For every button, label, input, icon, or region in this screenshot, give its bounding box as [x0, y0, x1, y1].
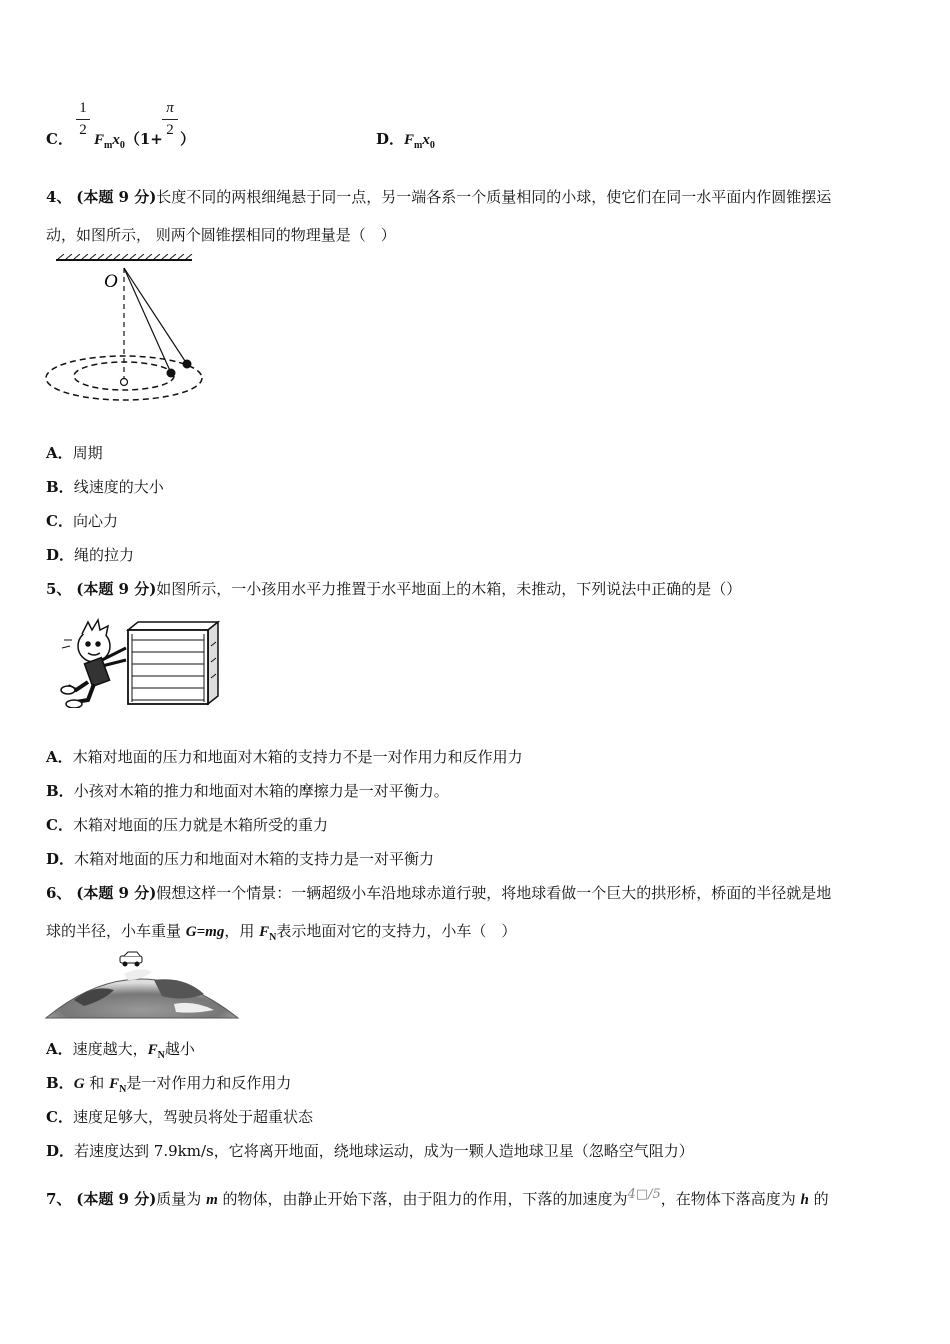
q4-option-d: [46, 544, 134, 565]
var-x: x: [112, 132, 120, 148]
fraction-numerator: 1: [79, 100, 87, 116]
fraction-one-half: [76, 100, 90, 139]
sub-0: 0: [429, 140, 435, 151]
acceleration-expression: 4□/5: [627, 1187, 661, 1202]
option-label: C．: [46, 512, 73, 530]
option-text: 是一对作用力和反作用力: [126, 1074, 292, 1092]
conical-pendulum-figure: [44, 254, 206, 404]
text-segment: 质量为: [156, 1190, 207, 1208]
option-label: C．: [46, 1108, 73, 1126]
q5-option-a: [46, 746, 523, 767]
orbit-center: [121, 379, 128, 386]
sub-N: N: [269, 932, 277, 943]
option-label: A．: [46, 748, 73, 766]
paren-open: （1+: [124, 130, 163, 148]
string-short: [124, 268, 171, 373]
option-text: 绳的拉力: [74, 546, 135, 564]
option-label: C．: [46, 130, 73, 148]
q6-stem-line1: [46, 882, 831, 903]
cloud: [124, 969, 152, 980]
q7-stem-line1: [46, 1188, 829, 1209]
fraction-numerator: π: [166, 100, 174, 116]
q5-stem-line1: [46, 578, 741, 599]
option-label: B．: [46, 782, 74, 800]
option-text: 速度越大，: [72, 1040, 148, 1058]
q4-stem-line2: 动，如图所示， 则两个圆锥摆相同的物理量是（ ）: [46, 226, 396, 244]
q5-option-d: [46, 848, 434, 869]
option-text: 小孩对木箱的推力和地面对木箱的摩擦力是一对平衡力。: [73, 782, 449, 800]
option-text: 向心力: [72, 512, 118, 530]
fraction-denominator: 2: [166, 122, 174, 138]
option-label: A．: [46, 1040, 73, 1058]
sub-N: N: [119, 1084, 127, 1095]
option-text: 线速度的大小: [73, 478, 164, 496]
child-pushing-box-figure: [58, 616, 224, 708]
score-tag: (本题 9 分): [76, 884, 157, 902]
var-F: F: [147, 1042, 158, 1058]
q6-stem-line2: [46, 920, 516, 943]
q6-option-a: [46, 1038, 195, 1061]
option-text: 越小: [164, 1040, 195, 1058]
var-F: F: [404, 132, 415, 148]
option-label: B．: [46, 478, 74, 496]
text-segment: 的: [808, 1190, 829, 1208]
formula-G-mg: G=mg: [185, 924, 225, 940]
sub-N: N: [157, 1050, 165, 1061]
sub-m: m: [414, 140, 423, 151]
question-number: 5、: [46, 580, 72, 598]
option-text: 若速度达到 7.9km/s，它将离开地面，绕地球运动，成为一颗人造地球卫星（忽略空气阻力）: [74, 1142, 694, 1160]
fraction-pi-over-two: [162, 100, 178, 139]
pivot-label-O: O: [104, 271, 118, 292]
score-tag: (本题 9 分): [76, 1190, 157, 1208]
sub-0: 0: [119, 140, 125, 151]
q6-option-c: [46, 1106, 313, 1127]
text-segment: ，在物体下落高度为: [660, 1190, 801, 1208]
question-number: 6、: [46, 884, 72, 902]
option-label: D．: [46, 1142, 75, 1160]
earth-car-figure: [44, 950, 240, 1020]
fraction-denominator: 2: [79, 122, 87, 138]
var-F: F: [259, 924, 270, 940]
wooden-box: [128, 622, 218, 704]
car-icon: [120, 952, 142, 966]
text-segment: 球的半径，小车重量: [46, 922, 186, 940]
text-segment: 的物体，由静止开始下落，由于阻力的作用，下落的加速度为: [217, 1190, 628, 1208]
option-text: 周期: [72, 444, 103, 462]
ball-inner: [167, 369, 176, 378]
q3-option-c-expression: [94, 128, 163, 151]
option-label: A．: [46, 444, 73, 462]
var-h: h: [800, 1192, 809, 1208]
string-long: [124, 268, 187, 364]
question-text: 长度不同的两根细绳悬于同一点，另一端各系一个质量相同的小球，使它们在同一水平面内作圆锥摆运: [156, 188, 832, 206]
option-label: D．: [46, 850, 75, 868]
text-segment: 表示地面对它的支持力，小车（ ）: [276, 922, 517, 940]
q4-option-a: [46, 442, 103, 463]
question-number: 4、: [46, 188, 72, 206]
question-text: 假想这样一个情景：一辆超级小车沿地球赤道行驶，将地球看做一个巨大的拱形桥，桥面的半径就是地: [156, 884, 832, 902]
q4-stem-line1: [46, 186, 831, 207]
option-text: 和: [84, 1074, 110, 1092]
score-tag: (本题 9 分): [76, 188, 157, 206]
paren-close: ）: [180, 130, 196, 148]
q6-option-b: [46, 1072, 291, 1095]
var-G: G: [73, 1076, 85, 1092]
q4-option-b: [46, 476, 164, 497]
sub-m: m: [104, 140, 113, 151]
q5-option-c: [46, 814, 328, 835]
q3-option-d: [376, 128, 435, 151]
ceiling-hatch: [58, 254, 192, 259]
earth-arc: [46, 979, 238, 1018]
child-figure: [61, 620, 126, 708]
q5-option-b: [46, 780, 449, 801]
question-number: 7、: [46, 1190, 72, 1208]
ball-outer: [183, 360, 192, 369]
q3-option-c: [46, 128, 73, 149]
option-label: D．: [46, 546, 75, 564]
question-text: 如图所示，一小孩用水平力推置于水平地面上的木箱，未推动，下列说法中正确的是（）: [156, 580, 742, 598]
var-m: m: [206, 1192, 218, 1208]
var-F: F: [94, 132, 105, 148]
option-text: 木箱对地面的压力和地面对木箱的支持力不是一对作用力和反作用力: [72, 748, 523, 766]
option-label: D．: [376, 130, 405, 148]
score-tag: (本题 9 分): [76, 580, 157, 598]
option-text: 木箱对地面的压力和地面对木箱的支持力是一对平衡力: [74, 850, 435, 868]
q6-option-d: [46, 1140, 694, 1161]
option-label: C．: [46, 816, 73, 834]
q4-option-c: [46, 510, 118, 531]
var-x: x: [422, 132, 430, 148]
option-text: 木箱对地面的压力就是木箱所受的重力: [72, 816, 328, 834]
text-segment: ，用: [224, 922, 260, 940]
var-F: F: [109, 1076, 120, 1092]
option-text: 速度足够大，驾驶员将处于超重状态: [72, 1108, 313, 1126]
option-label: B．: [46, 1074, 74, 1092]
